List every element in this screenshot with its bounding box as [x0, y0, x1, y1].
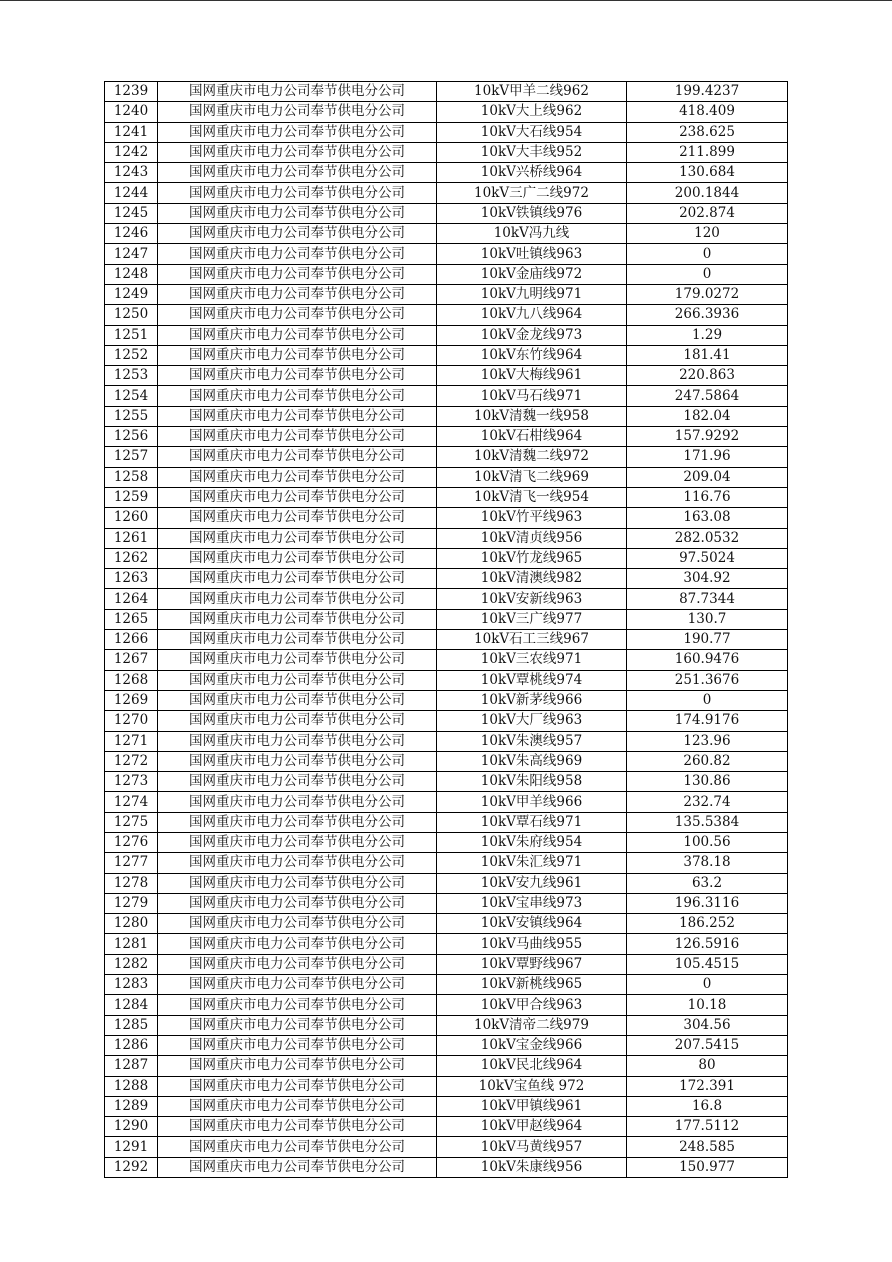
- row-number-cell: 1249: [105, 284, 158, 304]
- value-cell: 211.899: [627, 142, 788, 162]
- table-row: [105, 751, 788, 771]
- row-number-cell: 1241: [105, 122, 158, 142]
- company-name-cell: 国网重庆市电力公司奉节供电分公司: [158, 528, 437, 548]
- row-number-cell: 1243: [105, 163, 158, 183]
- company-name-cell: 国网重庆市电力公司奉节供电分公司: [158, 244, 437, 264]
- table-row: [105, 386, 788, 406]
- table-row: [105, 934, 788, 954]
- row-number-cell: 1267: [105, 650, 158, 670]
- row-number-cell: 1278: [105, 873, 158, 893]
- value-cell: 120: [627, 224, 788, 244]
- line-name-cell: 10kV东竹线964: [437, 345, 627, 365]
- line-name-cell: 10kV三广二线972: [437, 183, 627, 203]
- row-number-cell: 1282: [105, 954, 158, 974]
- table-row: [105, 914, 788, 934]
- row-number-cell: 1266: [105, 630, 158, 650]
- row-number-cell: 1286: [105, 1035, 158, 1055]
- value-cell: 196.3116: [627, 893, 788, 913]
- line-name-cell: 10kV金龙线973: [437, 325, 627, 345]
- value-cell: 130.684: [627, 163, 788, 183]
- table-row: [105, 406, 788, 426]
- value-cell: 177.5112: [627, 1117, 788, 1137]
- value-cell: 163.08: [627, 508, 788, 528]
- company-name-cell: 国网重庆市电力公司奉节供电分公司: [158, 102, 437, 122]
- line-name-cell: 10kV新桃线965: [437, 975, 627, 995]
- line-name-cell: 10kV朱府线954: [437, 832, 627, 852]
- row-number-cell: 1270: [105, 711, 158, 731]
- row-number-cell: 1289: [105, 1096, 158, 1116]
- line-name-cell: 10kV新茅线966: [437, 690, 627, 710]
- line-name-cell: 10kV清飞二线969: [437, 467, 627, 487]
- value-cell: 190.77: [627, 630, 788, 650]
- line-name-cell: 10kV民北线964: [437, 1056, 627, 1076]
- table-row: [105, 325, 788, 345]
- value-cell: 123.96: [627, 731, 788, 751]
- line-name-cell: 10kV马石线971: [437, 386, 627, 406]
- table-row: [105, 467, 788, 487]
- company-name-cell: 国网重庆市电力公司奉节供电分公司: [158, 650, 437, 670]
- row-number-cell: 1276: [105, 832, 158, 852]
- row-number-cell: 1258: [105, 467, 158, 487]
- company-name-cell: 国网重庆市电力公司奉节供电分公司: [158, 873, 437, 893]
- table-row: [105, 893, 788, 913]
- company-name-cell: 国网重庆市电力公司奉节供电分公司: [158, 224, 437, 244]
- company-name-cell: 国网重庆市电力公司奉节供电分公司: [158, 975, 437, 995]
- table-row: [105, 122, 788, 142]
- row-number-cell: 1274: [105, 792, 158, 812]
- table-row: [105, 305, 788, 325]
- line-name-cell: 10kV朱康线956: [437, 1157, 627, 1177]
- value-cell: 202.874: [627, 203, 788, 223]
- value-cell: 10.18: [627, 995, 788, 1015]
- table-row: [105, 1096, 788, 1116]
- row-number-cell: 1280: [105, 914, 158, 934]
- table-row: [105, 183, 788, 203]
- table-row: [105, 427, 788, 447]
- company-name-cell: 国网重庆市电力公司奉节供电分公司: [158, 893, 437, 913]
- row-number-cell: 1291: [105, 1137, 158, 1157]
- row-number-cell: 1245: [105, 203, 158, 223]
- table-row: [105, 832, 788, 852]
- line-name-cell: 10kV甲镇线961: [437, 1096, 627, 1116]
- table-row: [105, 670, 788, 690]
- line-name-cell: 10kV大石线954: [437, 122, 627, 142]
- row-number-cell: 1259: [105, 487, 158, 507]
- value-cell: 266.3936: [627, 305, 788, 325]
- line-name-cell: 10kV甲羊二线962: [437, 82, 627, 102]
- row-number-cell: 1264: [105, 589, 158, 609]
- line-name-cell: 10kV甲赵线964: [437, 1117, 627, 1137]
- table-row: [105, 1157, 788, 1177]
- line-name-cell: 10kV马黄线957: [437, 1137, 627, 1157]
- company-name-cell: 国网重庆市电力公司奉节供电分公司: [158, 467, 437, 487]
- line-name-cell: 10kV宝鱼线 972: [437, 1076, 627, 1096]
- line-name-cell: 10kV大厂线963: [437, 711, 627, 731]
- table-row: [105, 792, 788, 812]
- value-cell: 87.7344: [627, 589, 788, 609]
- company-name-cell: 国网重庆市电力公司奉节供电分公司: [158, 1137, 437, 1157]
- row-number-cell: 1285: [105, 1015, 158, 1035]
- company-name-cell: 国网重庆市电力公司奉节供电分公司: [158, 832, 437, 852]
- value-cell: 1.29: [627, 325, 788, 345]
- table-row: [105, 812, 788, 832]
- row-number-cell: 1272: [105, 751, 158, 771]
- company-name-cell: 国网重庆市电力公司奉节供电分公司: [158, 447, 437, 467]
- company-name-cell: 国网重庆市电力公司奉节供电分公司: [158, 203, 437, 223]
- company-name-cell: 国网重庆市电力公司奉节供电分公司: [158, 792, 437, 812]
- value-cell: 251.3676: [627, 670, 788, 690]
- row-number-cell: 1256: [105, 427, 158, 447]
- line-name-cell: 10kV覃石线971: [437, 812, 627, 832]
- value-cell: 282.0532: [627, 528, 788, 548]
- table-row: [105, 82, 788, 102]
- row-number-cell: 1283: [105, 975, 158, 995]
- value-cell: 150.977: [627, 1157, 788, 1177]
- row-number-cell: 1247: [105, 244, 158, 264]
- line-name-cell: 10kV朱澳线957: [437, 731, 627, 751]
- line-name-cell: 10kV宝金线966: [437, 1035, 627, 1055]
- table-row: [105, 690, 788, 710]
- row-number-cell: 1273: [105, 772, 158, 792]
- table-row: [105, 142, 788, 162]
- row-number-cell: 1239: [105, 82, 158, 102]
- value-cell: 181.41: [627, 345, 788, 365]
- value-cell: 63.2: [627, 873, 788, 893]
- company-name-cell: 国网重庆市电力公司奉节供电分公司: [158, 1035, 437, 1055]
- value-cell: 200.1844: [627, 183, 788, 203]
- value-cell: 116.76: [627, 487, 788, 507]
- line-name-cell: 10kV安九线961: [437, 873, 627, 893]
- row-number-cell: 1240: [105, 102, 158, 122]
- row-number-cell: 1260: [105, 508, 158, 528]
- table-row: [105, 569, 788, 589]
- table-row: [105, 1076, 788, 1096]
- table-row: [105, 224, 788, 244]
- table-row: [105, 548, 788, 568]
- line-name-cell: 10kV三广线977: [437, 609, 627, 629]
- value-cell: 418.409: [627, 102, 788, 122]
- company-name-cell: 国网重庆市电力公司奉节供电分公司: [158, 630, 437, 650]
- line-name-cell: 10kV宝串线973: [437, 893, 627, 913]
- row-number-cell: 1257: [105, 447, 158, 467]
- company-name-cell: 国网重庆市电力公司奉节供电分公司: [158, 264, 437, 284]
- company-name-cell: 国网重庆市电力公司奉节供电分公司: [158, 284, 437, 304]
- line-name-cell: 10kV甲合线963: [437, 995, 627, 1015]
- company-name-cell: 国网重庆市电力公司奉节供电分公司: [158, 751, 437, 771]
- table-row: [105, 345, 788, 365]
- row-number-cell: 1277: [105, 853, 158, 873]
- table-row: [105, 954, 788, 974]
- table-row: [105, 711, 788, 731]
- value-cell: 304.92: [627, 569, 788, 589]
- data-table: [104, 81, 788, 1178]
- row-number-cell: 1279: [105, 893, 158, 913]
- line-name-cell: 10kV覃桃线974: [437, 670, 627, 690]
- row-number-cell: 1254: [105, 386, 158, 406]
- line-name-cell: 10kV九八线964: [437, 305, 627, 325]
- company-name-cell: 国网重庆市电力公司奉节供电分公司: [158, 548, 437, 568]
- value-cell: 248.585: [627, 1137, 788, 1157]
- company-name-cell: 国网重庆市电力公司奉节供电分公司: [158, 1015, 437, 1035]
- value-cell: 130.7: [627, 609, 788, 629]
- line-name-cell: 10kV清魏二线972: [437, 447, 627, 467]
- company-name-cell: 国网重庆市电力公司奉节供电分公司: [158, 934, 437, 954]
- value-cell: 160.9476: [627, 650, 788, 670]
- company-name-cell: 国网重庆市电力公司奉节供电分公司: [158, 122, 437, 142]
- table-row: [105, 630, 788, 650]
- company-name-cell: 国网重庆市电力公司奉节供电分公司: [158, 305, 437, 325]
- line-name-cell: 10kV吐镇线963: [437, 244, 627, 264]
- value-cell: 0: [627, 690, 788, 710]
- line-name-cell: 10kV甲羊线966: [437, 792, 627, 812]
- line-name-cell: 10kV朱阳线958: [437, 772, 627, 792]
- line-name-cell: 10kV安镇线964: [437, 914, 627, 934]
- table-row: [105, 589, 788, 609]
- line-name-cell: 10kV石柑线964: [437, 427, 627, 447]
- row-number-cell: 1262: [105, 548, 158, 568]
- value-cell: 209.04: [627, 467, 788, 487]
- company-name-cell: 国网重庆市电力公司奉节供电分公司: [158, 812, 437, 832]
- company-name-cell: 国网重庆市电力公司奉节供电分公司: [158, 1157, 437, 1177]
- company-name-cell: 国网重庆市电力公司奉节供电分公司: [158, 914, 437, 934]
- value-cell: 100.56: [627, 832, 788, 852]
- company-name-cell: 国网重庆市电力公司奉节供电分公司: [158, 995, 437, 1015]
- row-number-cell: 1251: [105, 325, 158, 345]
- company-name-cell: 国网重庆市电力公司奉节供电分公司: [158, 569, 437, 589]
- row-number-cell: 1263: [105, 569, 158, 589]
- company-name-cell: 国网重庆市电力公司奉节供电分公司: [158, 508, 437, 528]
- line-name-cell: 10kV朱汇线971: [437, 853, 627, 873]
- line-name-cell: 10kV覃野线967: [437, 954, 627, 974]
- line-name-cell: 10kV石工三线967: [437, 630, 627, 650]
- row-number-cell: 1281: [105, 934, 158, 954]
- company-name-cell: 国网重庆市电力公司奉节供电分公司: [158, 731, 437, 751]
- table-body: [105, 82, 788, 1178]
- company-name-cell: 国网重庆市电力公司奉节供电分公司: [158, 487, 437, 507]
- table-row: [105, 1015, 788, 1035]
- row-number-cell: 1242: [105, 142, 158, 162]
- table-row: [105, 487, 788, 507]
- row-number-cell: 1284: [105, 995, 158, 1015]
- value-cell: 220.863: [627, 366, 788, 386]
- value-cell: 0: [627, 264, 788, 284]
- value-cell: 105.4515: [627, 954, 788, 974]
- line-name-cell: 10kV安新线963: [437, 589, 627, 609]
- row-number-cell: 1268: [105, 670, 158, 690]
- value-cell: 97.5024: [627, 548, 788, 568]
- table-row: [105, 650, 788, 670]
- table-row: [105, 244, 788, 264]
- company-name-cell: 国网重庆市电力公司奉节供电分公司: [158, 406, 437, 426]
- value-cell: 378.18: [627, 853, 788, 873]
- table-row: [105, 731, 788, 751]
- row-number-cell: 1246: [105, 224, 158, 244]
- line-name-cell: 10kV清魏一线958: [437, 406, 627, 426]
- table-row: [105, 1117, 788, 1137]
- company-name-cell: 国网重庆市电力公司奉节供电分公司: [158, 670, 437, 690]
- value-cell: 174.9176: [627, 711, 788, 731]
- row-number-cell: 1253: [105, 366, 158, 386]
- company-name-cell: 国网重庆市电力公司奉节供电分公司: [158, 183, 437, 203]
- table-row: [105, 995, 788, 1015]
- table-row: [105, 853, 788, 873]
- row-number-cell: 1275: [105, 812, 158, 832]
- company-name-cell: 国网重庆市电力公司奉节供电分公司: [158, 853, 437, 873]
- company-name-cell: 国网重庆市电力公司奉节供电分公司: [158, 609, 437, 629]
- table-row: [105, 609, 788, 629]
- line-name-cell: 10kV竹龙线965: [437, 548, 627, 568]
- value-cell: 238.625: [627, 122, 788, 142]
- value-cell: 157.9292: [627, 427, 788, 447]
- line-name-cell: 10kV朱高线969: [437, 751, 627, 771]
- row-number-cell: 1269: [105, 690, 158, 710]
- row-number-cell: 1248: [105, 264, 158, 284]
- company-name-cell: 国网重庆市电力公司奉节供电分公司: [158, 366, 437, 386]
- value-cell: 179.0272: [627, 284, 788, 304]
- table-row: [105, 508, 788, 528]
- page-top-border: [0, 0, 892, 1]
- company-name-cell: 国网重庆市电力公司奉节供电分公司: [158, 1117, 437, 1137]
- company-name-cell: 国网重庆市电力公司奉节供电分公司: [158, 711, 437, 731]
- table-row: [105, 975, 788, 995]
- line-name-cell: 10kV三农线971: [437, 650, 627, 670]
- value-cell: 232.74: [627, 792, 788, 812]
- company-name-cell: 国网重庆市电力公司奉节供电分公司: [158, 954, 437, 974]
- value-cell: 182.04: [627, 406, 788, 426]
- company-name-cell: 国网重庆市电力公司奉节供电分公司: [158, 345, 437, 365]
- row-number-cell: 1288: [105, 1076, 158, 1096]
- value-cell: 130.86: [627, 772, 788, 792]
- line-name-cell: 10kV马曲线955: [437, 934, 627, 954]
- table-row: [105, 1056, 788, 1076]
- line-name-cell: 10kV九明线971: [437, 284, 627, 304]
- table-row: [105, 1137, 788, 1157]
- line-name-cell: 10kV大上线962: [437, 102, 627, 122]
- company-name-cell: 国网重庆市电力公司奉节供电分公司: [158, 1076, 437, 1096]
- line-name-cell: 10kV清澳线982: [437, 569, 627, 589]
- row-number-cell: 1252: [105, 345, 158, 365]
- table-row: [105, 447, 788, 467]
- value-cell: 16.8: [627, 1096, 788, 1116]
- value-cell: 186.252: [627, 914, 788, 934]
- line-name-cell: 10kV清飞一线954: [437, 487, 627, 507]
- table-row: [105, 102, 788, 122]
- company-name-cell: 国网重庆市电力公司奉节供电分公司: [158, 386, 437, 406]
- value-cell: 199.4237: [627, 82, 788, 102]
- table-row: [105, 873, 788, 893]
- table-row: [105, 203, 788, 223]
- value-cell: 172.391: [627, 1076, 788, 1096]
- company-name-cell: 国网重庆市电力公司奉节供电分公司: [158, 427, 437, 447]
- company-name-cell: 国网重庆市电力公司奉节供电分公司: [158, 325, 437, 345]
- value-cell: 260.82: [627, 751, 788, 771]
- table-row: [105, 772, 788, 792]
- row-number-cell: 1292: [105, 1157, 158, 1177]
- line-name-cell: 10kV铁镇线976: [437, 203, 627, 223]
- value-cell: 80: [627, 1056, 788, 1076]
- value-cell: 135.5384: [627, 812, 788, 832]
- line-name-cell: 10kV大丰线952: [437, 142, 627, 162]
- value-cell: 207.5415: [627, 1035, 788, 1055]
- company-name-cell: 国网重庆市电力公司奉节供电分公司: [158, 772, 437, 792]
- company-name-cell: 国网重庆市电力公司奉节供电分公司: [158, 142, 437, 162]
- row-number-cell: 1261: [105, 528, 158, 548]
- table-row: [105, 163, 788, 183]
- value-cell: 0: [627, 975, 788, 995]
- line-name-cell: 10kV竹平线963: [437, 508, 627, 528]
- line-name-cell: 10kV金庙线972: [437, 264, 627, 284]
- value-cell: 171.96: [627, 447, 788, 467]
- table-row: [105, 284, 788, 304]
- company-name-cell: 国网重庆市电力公司奉节供电分公司: [158, 589, 437, 609]
- value-cell: 126.5916: [627, 934, 788, 954]
- table-row: [105, 264, 788, 284]
- row-number-cell: 1255: [105, 406, 158, 426]
- row-number-cell: 1287: [105, 1056, 158, 1076]
- company-name-cell: 国网重庆市电力公司奉节供电分公司: [158, 163, 437, 183]
- line-name-cell: 10kV清帝二线979: [437, 1015, 627, 1035]
- row-number-cell: 1271: [105, 731, 158, 751]
- row-number-cell: 1250: [105, 305, 158, 325]
- row-number-cell: 1290: [105, 1117, 158, 1137]
- value-cell: 304.56: [627, 1015, 788, 1035]
- row-number-cell: 1265: [105, 609, 158, 629]
- row-number-cell: 1244: [105, 183, 158, 203]
- line-name-cell: 10kV兴桥线964: [437, 163, 627, 183]
- company-name-cell: 国网重庆市电力公司奉节供电分公司: [158, 1096, 437, 1116]
- line-name-cell: 10kV清贞线956: [437, 528, 627, 548]
- company-name-cell: 国网重庆市电力公司奉节供电分公司: [158, 82, 437, 102]
- value-cell: 0: [627, 244, 788, 264]
- line-name-cell: 10kV大梅线961: [437, 366, 627, 386]
- value-cell: 247.5864: [627, 386, 788, 406]
- table-row: [105, 528, 788, 548]
- company-name-cell: 国网重庆市电力公司奉节供电分公司: [158, 1056, 437, 1076]
- line-name-cell: 10kV冯九线: [437, 224, 627, 244]
- company-name-cell: 国网重庆市电力公司奉节供电分公司: [158, 690, 437, 710]
- table-row: [105, 1035, 788, 1055]
- table-row: [105, 366, 788, 386]
